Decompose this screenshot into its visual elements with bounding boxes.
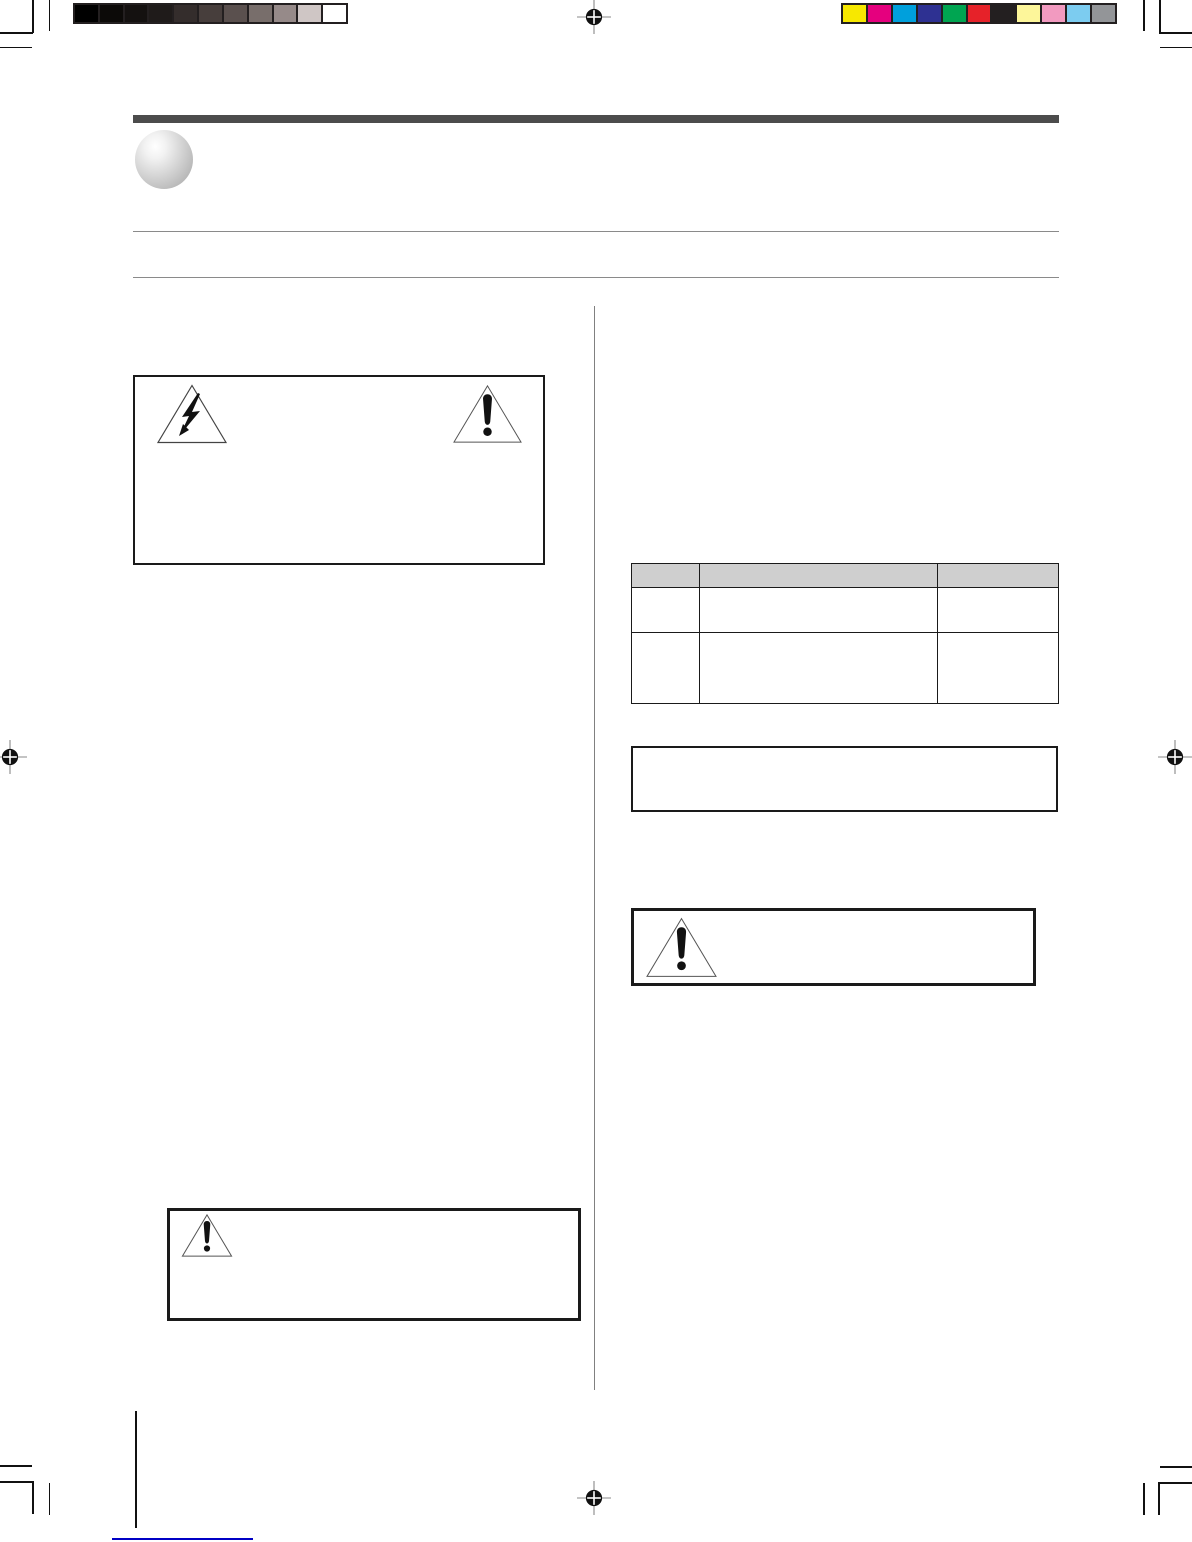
info-notice-box [631,746,1058,812]
alert-icon [181,1213,233,1258]
table-header-cell [938,564,1059,588]
color-swatch [1092,5,1115,22]
column-divider [594,306,595,1390]
table-header-cell [700,564,938,588]
color-swatch [1017,5,1040,22]
ratings-table [631,563,1059,704]
crop-mark-bottom-right [1143,1483,1145,1515]
crop-mark-bottom-left [32,1481,34,1514]
warning-notice-box [631,908,1036,986]
crop-mark-bottom-right [1158,1482,1192,1484]
color-swatch [100,5,123,22]
color-swatch [1067,5,1090,22]
crop-mark-bottom-left [49,1483,51,1515]
color-swatch [918,5,941,22]
color-swatch [323,5,346,22]
color-swatch [1042,5,1065,22]
crop-mark-top-left [49,0,51,31]
color-swatch [274,5,297,22]
alert-icon [645,915,718,980]
crop-mark-top-left [32,0,34,33]
grayscale-calibration-strip [73,3,348,24]
color-swatch [868,5,891,22]
section-bullet-sphere [135,130,193,189]
table-cell [700,588,938,633]
crop-mark-top-left [0,47,32,49]
color-swatch [199,5,222,22]
table-cell [632,588,700,633]
color-swatch [149,5,172,22]
color-swatch [298,5,321,22]
table-cell [938,633,1059,704]
high-voltage-icon [156,383,228,445]
crop-mark-top-right [1160,47,1192,49]
color-swatch [75,5,98,22]
horizontal-rule [133,277,1059,278]
color-swatch [943,5,966,22]
warning-notice-box [167,1208,581,1321]
table-row [632,633,1059,704]
table-cell [632,633,700,704]
registration-mark-icon [576,1480,612,1516]
crop-mark-top-right [1159,32,1192,34]
color-swatch [843,5,866,22]
crop-mark-bottom-left [0,1481,33,1483]
footer-blue-rule [112,1538,253,1540]
crop-mark-bottom-right [1158,1482,1160,1515]
crop-mark-top-right [1143,0,1145,31]
table-cell [938,588,1059,633]
color-swatch [224,5,247,22]
color-swatch [893,5,916,22]
registration-mark-icon [1157,739,1192,775]
registration-mark-icon [576,0,612,35]
color-swatch [249,5,272,22]
crop-mark-top-right [1159,0,1161,33]
crop-mark-top-left [0,32,33,34]
section-header-bar [133,115,1059,123]
table-header-row [632,564,1059,588]
table-row [632,588,1059,633]
color-swatch [125,5,148,22]
table-header-cell [632,564,700,588]
caution-notice-box [133,375,545,565]
horizontal-rule [133,231,1059,232]
alert-icon [452,383,523,445]
color-calibration-strip [841,3,1117,24]
crop-mark-bottom-left [0,1465,32,1467]
table-cell [700,633,938,704]
color-swatch [992,5,1015,22]
registration-mark-icon [0,739,28,775]
color-swatch [174,5,197,22]
fold-mark [135,1411,137,1528]
color-swatch [968,5,991,22]
crop-mark-bottom-right [1160,1466,1192,1468]
